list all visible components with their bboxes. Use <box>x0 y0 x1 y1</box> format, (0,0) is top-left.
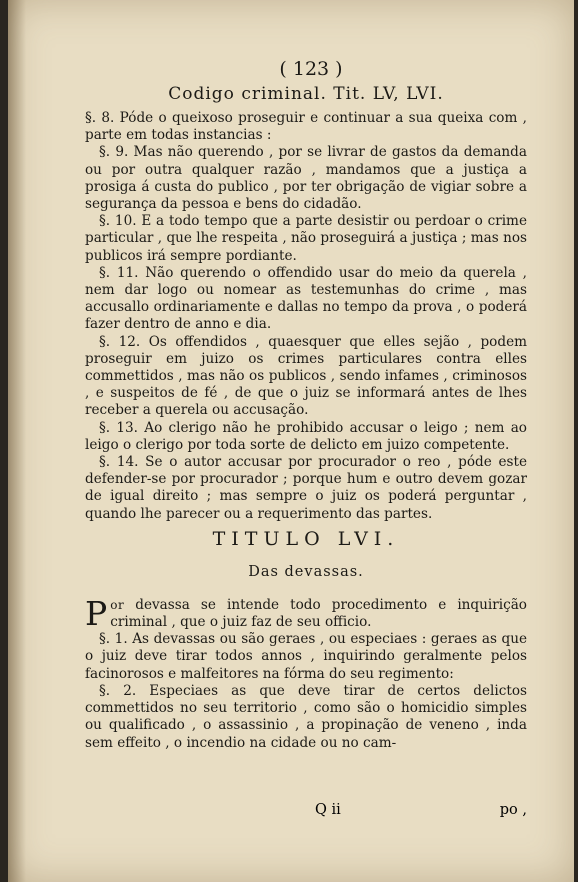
page-number: ( 123 ) <box>279 58 343 80</box>
paragraph-intro <box>85 593 527 633</box>
section-title: TITULO LVI. <box>212 527 400 550</box>
paragraph-13: §. 13. Ao clerigo não he prohibido accusar o leigo ; nem ao leigo o clerigo por toda sorte de delicto em juizo competente. <box>85 419 527 453</box>
page-footer <box>85 802 527 824</box>
paragraph-14: §. 14. Se o autor accusar por procurador o reo , póde este defender-se por procurador ; porque hum e outro devem gozar de igual direito ; mas sempre o juiz os poderá perguntar , quando lhe parecer ou a requerimento das partes. <box>85 454 527 522</box>
drop-cap: P <box>85 593 108 633</box>
catchword: po , <box>499 802 527 818</box>
intro-text: devassa se intende todo procedimento e inquirição criminal , que o juiz faz de seu officio. <box>110 596 527 631</box>
paragraph-devassa-1: §. 1. As devassas ou são geraes , ou especiaes : geraes as que o juiz deve tirar todos annos , inquirindo geralmente pelos facinorosos e malfeitores na fórma do seu regimento: <box>85 631 527 682</box>
page-gutter-shadow <box>8 0 26 882</box>
section-subtitle: Das devassas. <box>248 563 364 580</box>
paragraph-12: §. 12. Os offendidos , quaesquer que elles sejão , podem proseguir em juizo os crimes particulares contra elles commettidos , mas não os publicos , sendo infames , criminosos , e suspeitos de fé , de que o juiz se informará antes de lhes receber a querela ou accusação. <box>85 333 527 419</box>
signature-mark: Q ii <box>315 802 341 818</box>
running-head: Codigo criminal. Tit. LV, LVI. <box>168 84 444 104</box>
paragraph-11: §. 11. Não querendo o offendido usar do meio da querela , nem dar logo ou nomear as testemunhas do crime , mas accusallo ordinariamente e dallas no tempo da prova , o poderá fazer dentro de anno e dia. <box>85 264 527 333</box>
paragraph-9: §. 9. Mas não querendo , por se livrar de gastos da demanda ou por outra qualquer razão , mandamos que a justiça a prosiga á custa do publico , por ter obrigação de vigiar sobre a segurança da pessoa e bens do cidadão. <box>85 144 527 213</box>
paragraph-8: §. 8. Póde o queixoso proseguir e continuar a sua queixa com , parte em todas instancias : <box>85 110 527 144</box>
intro-smallcaps: or <box>110 597 125 612</box>
book-page <box>8 0 574 882</box>
paragraph-devassa-2: §. 2. Especiaes as que deve tirar de certos delictos commettidos no seu territorio , como são o homicidio simples ou qualificado , o assassinio , a propinação de veneno , inda sem effeito , o incendio na cidade ou no cam- <box>85 682 527 751</box>
paragraph-10: §. 10. E a todo tempo que a parte desistir ou perdoar o crime particular , que lhe respeita , não proseguirá a justiça ; mas nos publicos irá sempre pordiante. <box>85 213 527 264</box>
page-content <box>85 58 527 752</box>
